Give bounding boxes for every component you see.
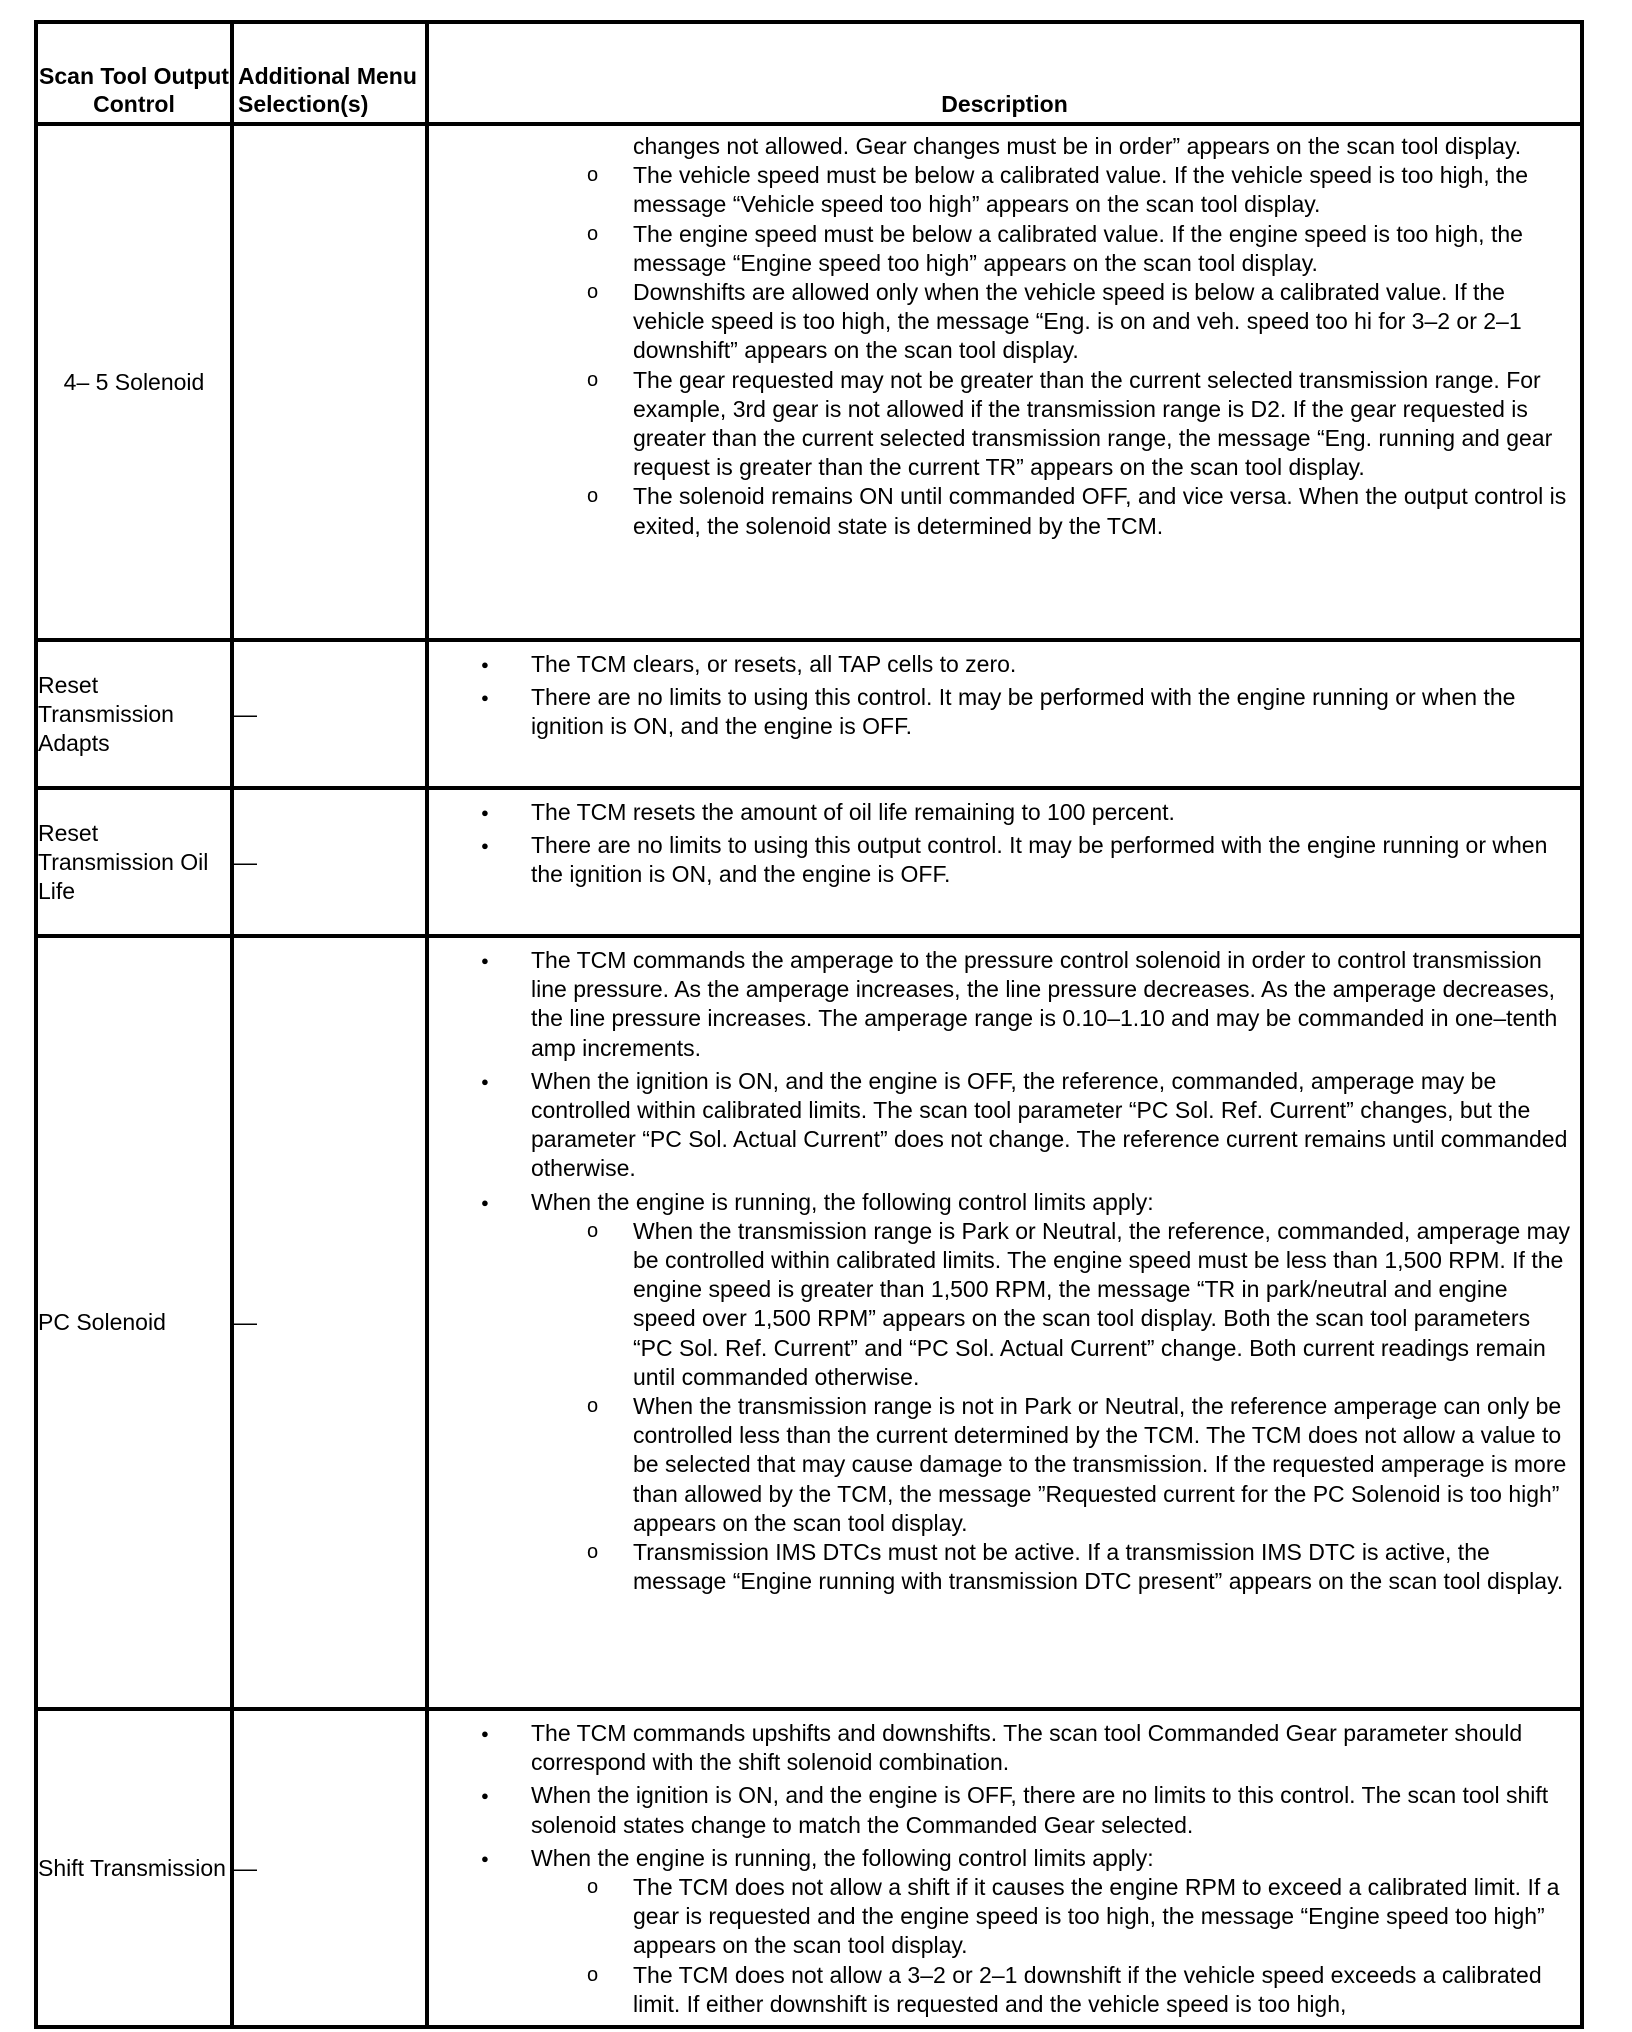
list-item: o Transmission IMS DTCs must not be active. If a transmission IMS DTC is active, the message “Engine running with transmission DTC present” appears on the scan tool display. bbox=[531, 1538, 1574, 1596]
bullet-list bbox=[429, 1719, 1574, 2019]
list-item: o The engine speed must be below a calibrated value. If the engine speed is too high, the message “Engine speed too high” appears on the scan tool display. bbox=[429, 220, 1574, 278]
menu-selection bbox=[232, 124, 427, 640]
table-row bbox=[36, 936, 1582, 1709]
list-item: o The gear requested may not be greater than the current selected transmission range. For example, 3rd gear is not allowed if the transmission range is D2. If the gear requested is greater than the current selected transmission range, the message “Eng. running and gear request is greater than the current TR” appears on the scan tool display. bbox=[429, 366, 1574, 483]
bullet-list bbox=[429, 650, 1574, 742]
control-name: 4– 5 Solenoid bbox=[36, 124, 232, 640]
list-item: o The TCM does not allow a 3–2 or 2–1 downshift if the vehicle speed exceeds a calibrated limit. If either downshift is requested and the vehicle speed is too high, bbox=[531, 1961, 1574, 2019]
control-name: Reset Transmission Oil Life bbox=[36, 788, 232, 936]
list-item: o The TCM does not allow a shift if it causes the engine RPM to exceed a calibrated limit. If a gear is requested and the engine speed is too high, the message “Engine speed too high” appears on the scan tool display. bbox=[531, 1873, 1574, 1961]
description-cell bbox=[427, 788, 1582, 936]
description-cell bbox=[427, 1709, 1582, 2027]
header-additional-menu-selections: Additional Menu Selection(s) bbox=[232, 22, 427, 124]
menu-selection: — bbox=[232, 788, 427, 936]
list-item-text: When the engine is running, the following control limits apply: bbox=[531, 1844, 1154, 1871]
bullet-list bbox=[429, 946, 1574, 1596]
list-item: ● The TCM commands the amperage to the pressure control solenoid in order to control transmission line pressure. As the amperage increases, the line pressure decreases. As the amperage decreases, the line pressure increases. The amperage range is 0.10–1.10 and may be commanded in one–tenth amp increments. bbox=[429, 946, 1574, 1063]
description-cell bbox=[427, 640, 1582, 788]
list-item: o When the transmission range is Park or Neutral, the reference, commanded, amperage may be controlled within calibrated limits. The engine speed must be less than 1,500 RPM. If the engine speed is greater than 1,500 RPM, the message “TR in park/neutral and engine speed over 1,500 RPM” appears on the scan tool display. Both the scan tool parameters “PC Sol. Ref. Current” and “PC Sol. Actual Current” change. Both current readings remain until commanded otherwise. bbox=[531, 1217, 1574, 1392]
menu-selection: — bbox=[232, 936, 427, 1709]
list-item: o Downshifts are allowed only when the vehicle speed is below a calibrated value. If the vehicle speed is too high, the message “Eng. is on and veh. speed too hi for 3–2 or 2–1 downshift” appears on the scan tool display. bbox=[429, 278, 1574, 366]
list-item-text: When the engine is running, the following control limits apply: bbox=[531, 1188, 1154, 1215]
list-item: ● The TCM resets the amount of oil life remaining to 100 percent. bbox=[429, 798, 1574, 827]
menu-selection: — bbox=[232, 1709, 427, 2027]
list-item: o The vehicle speed must be below a calibrated value. If the vehicle speed is too high, the message “Vehicle speed too high” appears on the scan tool display. bbox=[429, 161, 1574, 219]
table-row bbox=[36, 1709, 1582, 2027]
sub-list bbox=[531, 1217, 1574, 1597]
sub-list bbox=[429, 161, 1574, 541]
control-name: Shift Transmission bbox=[36, 1709, 232, 2027]
menu-selection: — bbox=[232, 640, 427, 788]
list-item: ● When the ignition is ON, and the engine is OFF, the reference, commanded, amperage may be controlled within calibrated limits. The scan tool parameter “PC Sol. Ref. Current” changes, but the parameter “PC Sol. Actual Current” does not change. The reference current remains until commanded otherwise. bbox=[429, 1067, 1574, 1184]
control-name: Reset Transmission Adapts bbox=[36, 640, 232, 788]
list-item: ● There are no limits to using this output control. It may be performed with the engine running or when the ignition is ON, and the engine is OFF. bbox=[429, 831, 1574, 889]
table-row bbox=[36, 640, 1582, 788]
list-item bbox=[429, 1188, 1574, 1597]
list-item: ● The TCM commands upshifts and downshifts. The scan tool Commanded Gear parameter should correspond with the shift solenoid combination. bbox=[429, 1719, 1574, 1777]
continuation-text: changes not allowed. Gear changes must be in order” appears on the scan tool display. bbox=[633, 133, 1522, 159]
header-scan-tool-output-control: Scan Tool Output Control bbox=[36, 22, 232, 124]
sub-list bbox=[531, 1873, 1574, 2019]
header-row bbox=[36, 22, 1582, 124]
output-control-table bbox=[34, 20, 1584, 2029]
list-item: ● The TCM clears, or resets, all TAP cells to zero. bbox=[429, 650, 1574, 679]
list-item: o The solenoid remains ON until commanded OFF, and vice versa. When the output control is exited, the solenoid state is determined by the TCM. bbox=[429, 482, 1574, 540]
list-item: ● When the ignition is ON, and the engine is OFF, there are no limits to this control. The scan tool shift solenoid states change to match the Commanded Gear selected. bbox=[429, 1781, 1574, 1839]
description-cell bbox=[427, 124, 1582, 640]
bullet-list bbox=[429, 798, 1574, 890]
list-item: ● There are no limits to using this control. It may be performed with the engine running or when the ignition is ON, and the engine is OFF. bbox=[429, 683, 1574, 741]
list-item bbox=[429, 1844, 1574, 2019]
header-description: Description bbox=[427, 22, 1582, 124]
description-cell bbox=[427, 936, 1582, 1709]
control-name: PC Solenoid bbox=[36, 936, 232, 1709]
table-row bbox=[36, 124, 1582, 640]
list-item: o When the transmission range is not in Park or Neutral, the reference amperage can only be controlled less than the current determined by the TCM. The TCM does not allow a value to be selected that may cause damage to the transmission. If the requested amperage is more than allowed by the TCM, the message ”Requested current for the PC Solenoid is too high” appears on the scan tool display. bbox=[531, 1392, 1574, 1538]
table-row bbox=[36, 788, 1582, 936]
